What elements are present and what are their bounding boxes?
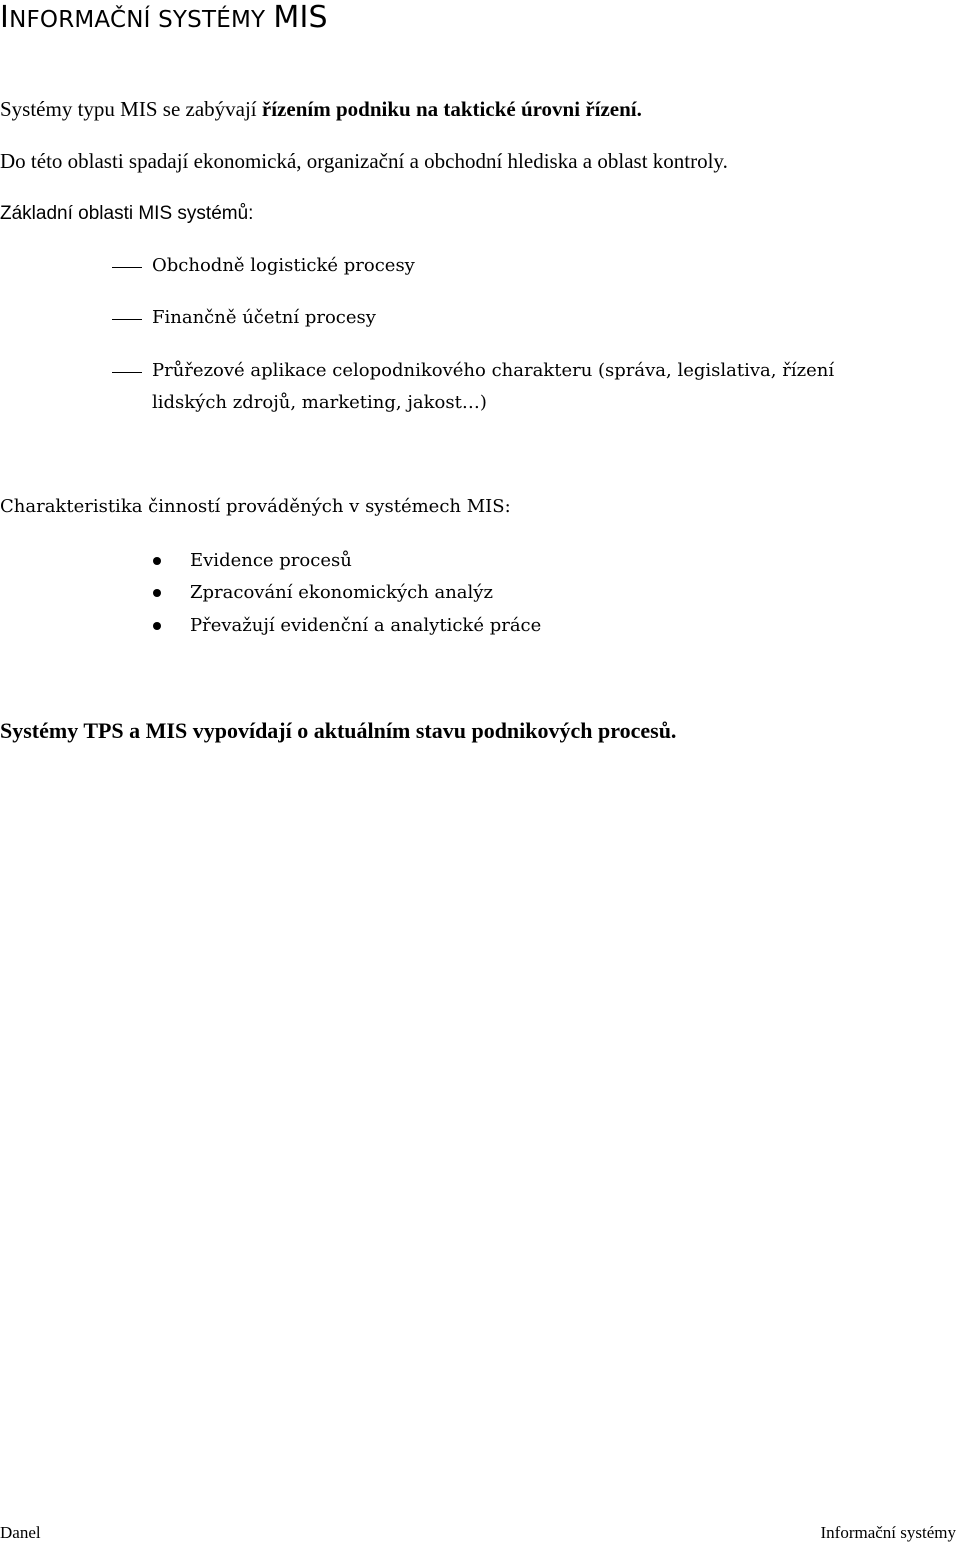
- conclusion: Systémy TPS a MIS vypovídají o aktuálním stavu podnikových procesů.: [0, 718, 677, 743]
- footer-right: Informační systémy: [820, 1523, 956, 1542]
- title-rest: NFORMAČNÍ SYSTÉMY: [9, 7, 266, 33]
- intro-line-1-bold: řízením podniku na taktické úrovni řízení.: [261, 97, 642, 121]
- dash-marker-3: [112, 372, 142, 373]
- title-suffix: MIS: [273, 0, 328, 35]
- activity-item-1: Evidence procesů: [190, 550, 352, 571]
- title-first-letter: I: [0, 0, 10, 35]
- intro-line-1: [0, 96, 642, 122]
- areas-heading: Základní oblasti MIS systémů:: [0, 203, 254, 224]
- area-item-1: Obchodně logistické procesy: [152, 255, 415, 276]
- bullet-marker-2: [153, 589, 161, 597]
- dash-marker-2: [112, 319, 142, 320]
- intro-line-1-text: Systémy typu MIS se zabývají: [0, 97, 262, 121]
- activity-item-2: Zpracování ekonomických analýz: [190, 582, 493, 603]
- footer-left: Danel: [0, 1523, 41, 1542]
- page-title: [0, 0, 328, 38]
- activity-item-3: Převažují evidenční a analytické práce: [190, 615, 542, 636]
- bullet-marker-1: [153, 557, 161, 565]
- activities-heading: Charakteristika činností prováděných v systémech MIS:: [0, 496, 511, 517]
- area-item-2: Finančně účetní procesy: [152, 307, 376, 328]
- intro-line-2: Do této oblasti spadají ekonomická, organizační a obchodní hlediska a oblast kontroly.: [0, 149, 728, 173]
- area-item-3: Průřezové aplikace celopodnikového charakteru (správa, legislativa, řízení: [152, 360, 835, 381]
- bullet-marker-3: [153, 622, 161, 630]
- dash-marker-1: [112, 267, 142, 268]
- area-item-3-continued: lidských zdrojů, marketing, jakost…): [152, 392, 487, 413]
